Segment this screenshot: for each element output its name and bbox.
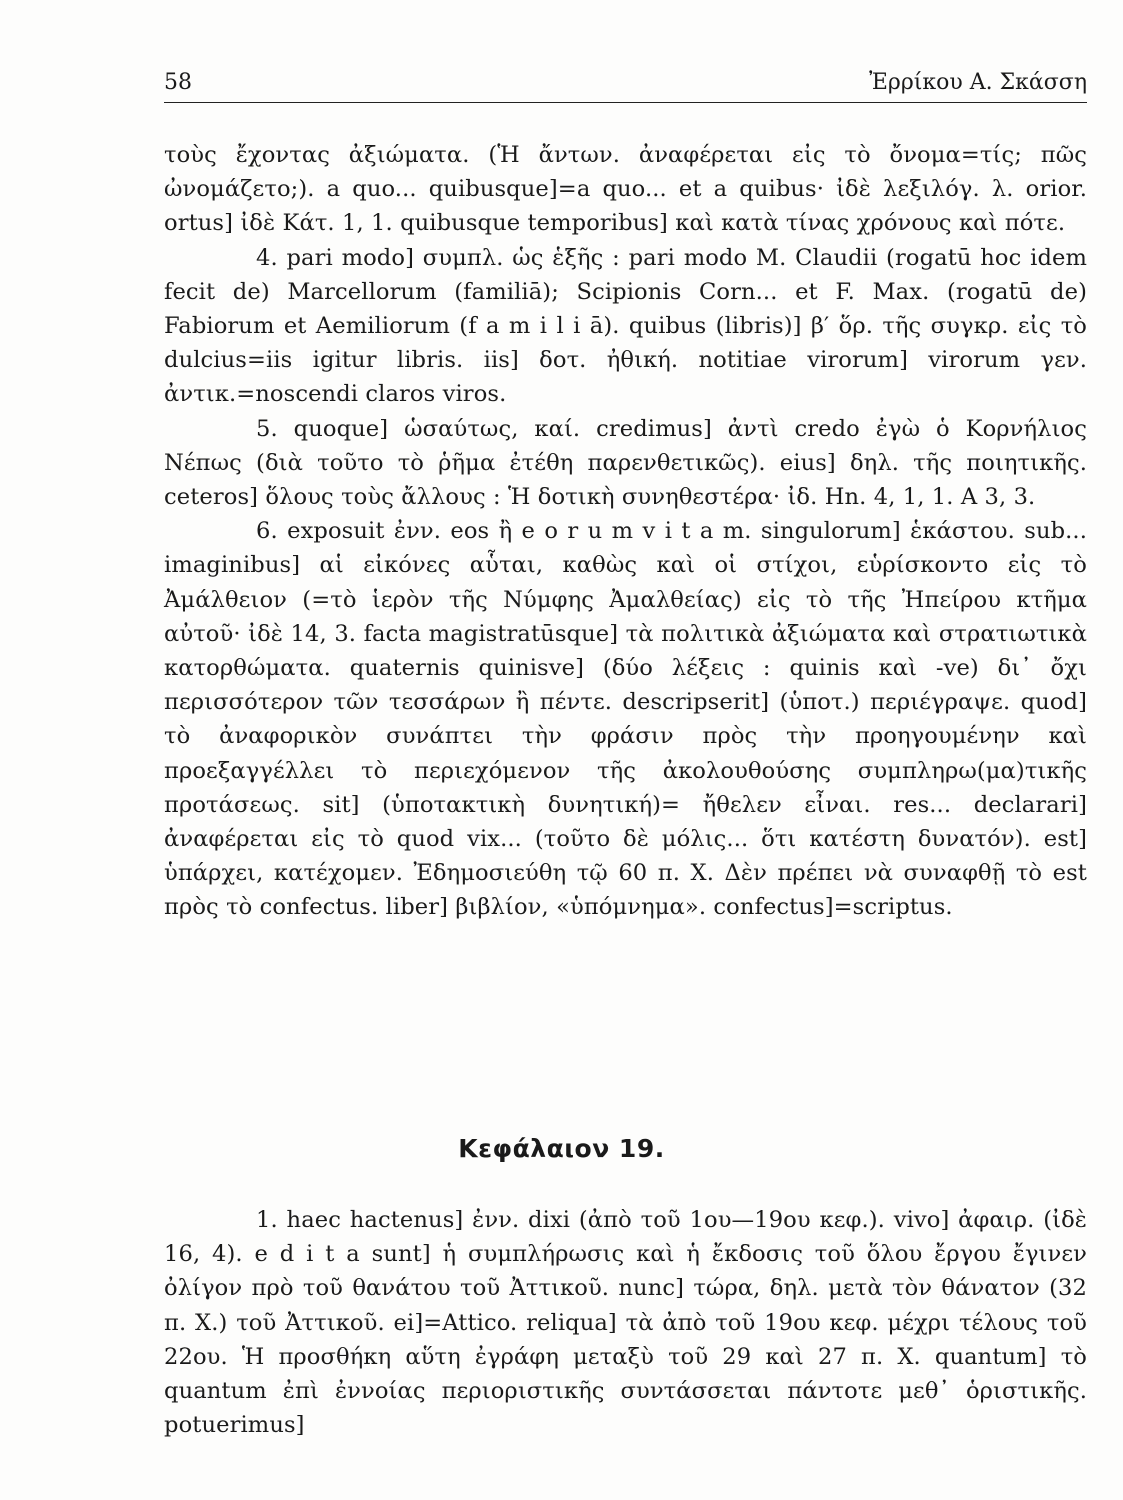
page-number: 58 — [164, 70, 192, 95]
paragraph-note-4: 4. pari modo] συμπλ. ὡς ἑξῆς : pari modo M. Claudii (rogatū hoc idem fecit de) Marcellorum (familiā); Scipionis Corn... et F. Max. (rogatū de) Fabiorum et Aemiliorum (f a m i l i ā). quibus (libris)] β′ ὅρ. τῆς συγκρ. εἰς τὸ dulcius=iis igitur libris. iis] δοτ. ἠθική. notitiae virorum] virorum γεν. ἀντικ.=noscendi claros viros. — [164, 244, 1087, 408]
chapter-heading: Κεφάλαιον 19. — [458, 1134, 665, 1163]
paragraph-note-1: 1. haec hactenus] ἐνν. dixi (ἀπὸ τοῦ 1ου—19ου κεφ.). vivo] ἀφαιρ. (ἰδὲ 16, 4). e d i t a sunt] ἡ συμπλήρωσις καὶ ἡ ἔκδοσις τοῦ ὅλου ἔργου ἔγινεν ὀλίγον πρὸ τοῦ θανάτου τοῦ Ἀττικοῦ. nunc] τώρα, δηλ. μετὰ τὸν θάνατον (32 π. Χ.) τοῦ Ἀττικοῦ. ei]=Attico. reliqua] τὰ ἀπὸ τοῦ 19ου κεφ. μέχρι τέλους τοῦ 22ου. Ἡ προσθήκη αὕτη ἐγράφη μεταξὺ τοῦ 29 καὶ 27 π. Χ. quantum] τὸ quantum ἐπὶ ἐννοίας περιοριστικῆς συντάσσεται πάντοτε μεθ᾽ ὁριστικῆς. potuerimus] — [164, 1207, 1087, 1439]
commentary-text — [164, 138, 1087, 925]
page-header — [164, 62, 1087, 103]
chapter-19-text — [164, 1203, 1087, 1442]
running-head: Ἐρρίκου Α. Σκάσση — [869, 70, 1087, 95]
paragraph-note-5: 5. quoque] ὡσαύτως, καί. credimus] ἀντὶ credo ἐγὼ ὁ Κορνήλιος Νέπως (διὰ τοῦτο τὸ ῥῆμα ἐτέθη παρενθετικῶς). eius] δηλ. τῆς ποιητικῆς. ceteros] ὅλους τοὺς ἄλλους : Ἡ δοτικὴ συνηθεστέρα· ἰδ. Hn. 4, 1, 1. A 3, 3. — [164, 415, 1087, 511]
paragraph-continuation: τοὺς ἔχοντας ἀξιώματα. (Ἡ ἄντων. ἀναφέρεται εἰς τὸ ὄνομα=τίς; πῶς ὠνομάζετο;). a quo... quibusque]=a quo... et a quibus· ἰδὲ λεξιλόγ. λ. orior. ortus] ἰδὲ Κάτ. 1, 1. quibusque temporibus] καὶ κατὰ τίνας χρόνους καὶ πότε. — [164, 142, 1087, 237]
paragraph-note-6: 6. exposuit ἐνν. eos ἢ e o r u m v i t a m. singulorum] ἑκάστου. sub... imaginibus] αἱ εἰκόνες αὗται, καθὼς καὶ οἱ στίχοι, εὑρίσκοντο εἰς τὸ Ἀμάλθειον (=τὸ ἱερὸν τῆς Νύμφης Ἀμαλθείας) εἰς τὸ τῆς Ἠπείρου κτῆμα αὐτοῦ· ἰδὲ 14, 3. facta magistratūsque] τὰ πολιτικὰ ἀξιώματα καὶ στρατιωτικὰ κατορθώματα. quaternis quinisve] (δύο λέξεις : quinis καὶ -ve) δι᾽ ὄχι περισσότερον τῶν τεσσάρων ἢ πέντε. descripserit] (ὑποτ.) περιέγραψε. quod] τὸ ἀναφορικὸν συνάπτει τὴν φράσιν πρὸς τὴν προηγουμένην καὶ προεξαγγέλλει τὸ περιεχόμενον τῆς ἀκολουθούσης συμπληρω(μα)τικῆς προτάσεως. sit] (ὑποτακτικὴ δυνητική)= ἤθελεν εἶναι. res... declarari] ἀναφέρεται εἰς τὸ quod vix... (τοῦτο δὲ μόλις... ὅτι κατέστη δυνατόν). est] ὑπάρχει, κατέχομεν. Ἐδημοσιεύθη τῷ 60 π. Χ. Δὲν πρέπει νὰ συναφθῇ τὸ est πρὸς τὸ confectus. liber] βιβλίον, «ὑπόμνημα». confectus]=scriptus. — [164, 518, 1087, 921]
